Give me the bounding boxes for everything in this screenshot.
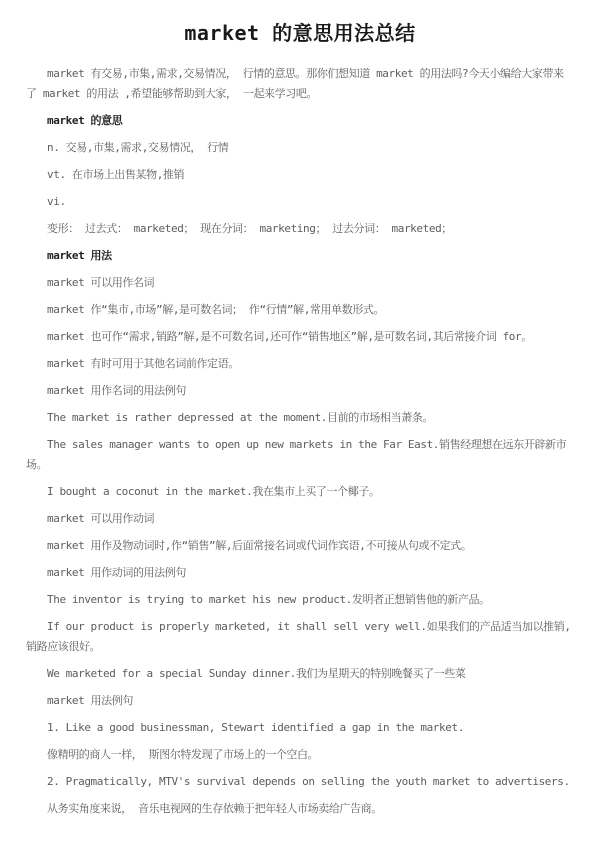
verb-example-2: If our product is properly marketed, it shall sell very well.如果我们的产品适当加以推销,销路应该很好。 — [26, 620, 571, 653]
heading-market-usage: market 用法 — [47, 249, 112, 262]
heading-market-meaning: market 的意思 — [47, 114, 123, 127]
usage-noun-intro: market 可以用作名词 — [47, 276, 155, 289]
verb-example-3: We marketed for a special Sunday dinner.我们为星期天的特别晚餐买了一些菜 — [47, 667, 466, 680]
usage-noun-detail-1: market 作“集市,市场”解,是可数名词； 作“行情”解,常用单数形式。 — [47, 303, 385, 316]
noun-examples-title: market 用作名词的用法例句 — [47, 384, 186, 397]
usage-verb-detail: market 用作及物动词时,作“销售”解,后面常接名词或代词作宾语,不可接从句或不定式。 — [47, 539, 472, 552]
verb-example-1: The inventor is trying to market his new product.发明者正想销售他的新产品。 — [47, 593, 490, 606]
meaning-vt-line: vt. 在市场上出售某物,推销 — [47, 168, 185, 181]
intro-paragraph: market 有交易,市集,需求,交易情况， 行情的意思。那你们想知道 market 的用法吗?今天小编给大家带来了 market 的用法 ,希望能够帮助到大家， 一起来学习吧。 — [26, 67, 564, 100]
page-title: market 的意思用法总结 — [184, 21, 416, 45]
usage-noun-attributive: market 有时可用于其他名词前作定语。 — [47, 357, 239, 370]
inflections-line: 变形： 过去式： marketed； 现在分词： marketing； 过去分词： marketed； — [47, 222, 452, 235]
general-example-2-en: 2. Pragmatically, MTV's survival depends on selling the youth market to advertisers. — [47, 775, 570, 788]
noun-example-1: The market is rather depressed at the moment.目前的市场相当萧条。 — [47, 411, 434, 424]
general-example-2-zh: 从务实角度来说， 音乐电视网的生存依赖于把年轻人市场卖给广告商。 — [47, 802, 382, 815]
noun-example-2: The sales manager wants to open up new markets in the Far East.销售经理想在远东开辟新市场。 — [26, 438, 567, 471]
noun-example-3: I bought a coconut in the market.我在集市上买了一个椰子。 — [47, 485, 380, 498]
general-example-1-zh: 像精明的商人一样， 斯图尔特发现了市场上的一个空白。 — [47, 748, 319, 761]
verb-examples-title: market 用作动词的用法例句 — [47, 566, 186, 579]
meaning-vi-line: vi. — [47, 195, 66, 208]
usage-verb-intro: market 可以用作动词 — [47, 512, 155, 525]
general-example-1-en: 1. Like a good businessman, Stewart identified a gap in the market. — [47, 721, 464, 734]
usage-noun-detail-2: market 也可作“需求,销路”解,是不可数名词,还可作“销售地区”解,是可数名词,其后常接介词 for。 — [47, 330, 532, 343]
meaning-noun-line: n. 交易,市集,需求,交易情况， 行情 — [47, 141, 229, 154]
general-examples-title: market 用法例句 — [47, 694, 133, 707]
